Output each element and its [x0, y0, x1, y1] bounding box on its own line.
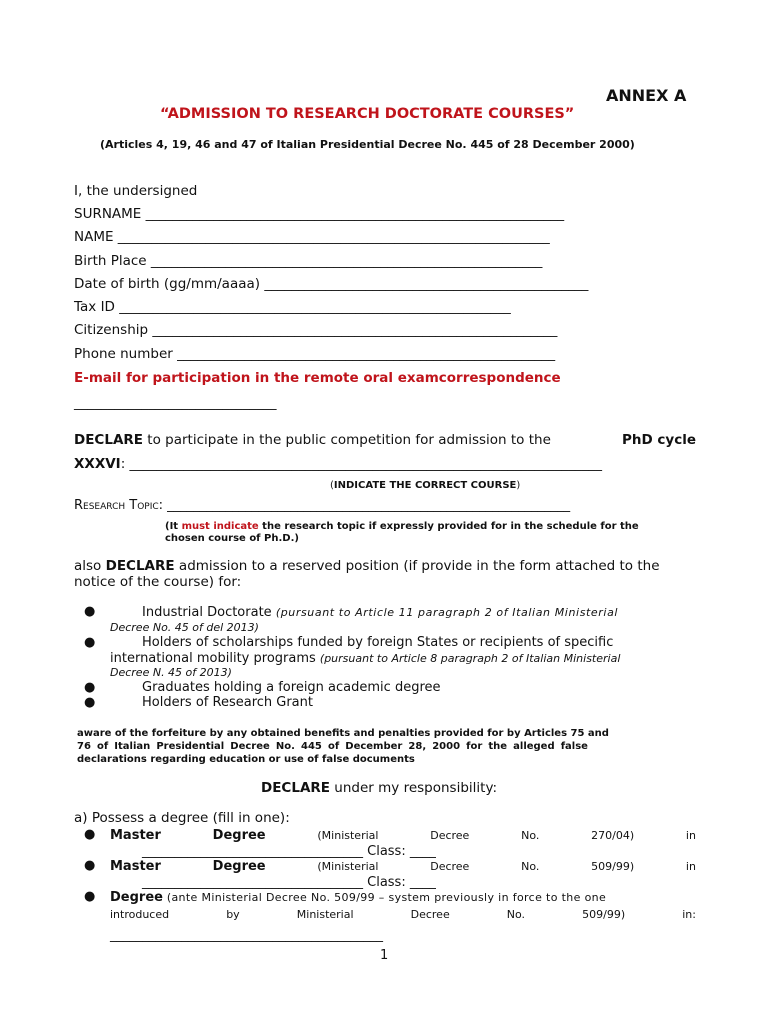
research-topic-line[interactable] [74, 498, 570, 513]
declare-participation [74, 432, 696, 448]
aware-line1 [77, 728, 696, 739]
email-field[interactable]: ______________________________ [74, 395, 277, 411]
declare-word-3: DECLARE [261, 780, 331, 796]
paren-open: ( [330, 480, 334, 491]
intro-text: I, the undersigned [74, 183, 198, 199]
degree-word: 270/04) [591, 829, 635, 842]
declare-responsibility [261, 780, 497, 796]
degree-word: Decree [410, 908, 450, 921]
reserved-item-label: Industrial Doctorate [142, 605, 276, 620]
reserved-item-label: Holders of scholarships funded by foreign States or recipients of specific [142, 635, 614, 650]
reserved-item-label-2: international mobility programs [110, 651, 320, 666]
degree-word: Degree [212, 859, 266, 874]
name-field[interactable]: NAME ________________________________________________________________ [74, 229, 550, 245]
aware-line2: 76 of Italian Presidential Decree No. 445 of December 28, 2000 for the alleged false [77, 741, 588, 752]
email-label: E-mail for participation in the remote oral examcorrespondence [74, 370, 561, 386]
reserved-item-foreign-degree[interactable]: Graduates holding a foreign academic degree [142, 680, 441, 695]
degree-word: Ministerial [296, 908, 354, 921]
also-text: also [74, 558, 106, 574]
degree-word: 509/99) [582, 908, 626, 921]
degree-word: No. [521, 829, 540, 842]
research-topic-label: Research Topic: [74, 498, 164, 513]
declare-responsibility-text: under my responsibility: [330, 780, 497, 796]
research-topic-note-line2: chosen course of Ph.D.) [165, 533, 299, 544]
reserved-item-note-line2: Decree N. 45 of 2013) [110, 666, 232, 679]
reserved-declare-line1 [74, 558, 696, 574]
degree-master-270-field[interactable]: __________________________________ Class: ____ [142, 844, 436, 859]
tax-id-field[interactable]: Tax ID __________________________________________________________ [74, 299, 511, 315]
birth-date-field[interactable]: Date of birth (gg/mm/aaaa) ________________________________________________ [74, 276, 589, 292]
degree-word: No. [506, 908, 526, 921]
research-topic-note [165, 521, 696, 532]
aware-line3: declarations regarding education or use of false documents [77, 754, 415, 765]
aware-text-1: aware of the forfeiture by any obtained benefits and penalties provided for by Articles 75 and [77, 728, 609, 739]
degree-master-509-field[interactable]: __________________________________ Class: ____ [142, 875, 436, 890]
course-field[interactable]: : ______________________________________________________________________ [120, 456, 603, 472]
reserved-text: admission to a reserved position (if provide in the form attached to the [174, 558, 660, 574]
cycle-line[interactable] [74, 456, 602, 472]
bullet-icon: ● [84, 635, 96, 650]
degree-master-270[interactable] [110, 828, 696, 843]
degree-word: Master [110, 859, 161, 874]
indicate-course-note [330, 480, 520, 491]
degree-word: by [226, 908, 240, 921]
degree-word: introduced [110, 908, 170, 921]
document-subtitle: (Articles 4, 19, 46 and 47 of Italian Presidential Decree No. 445 of 28 December 2000) [100, 138, 635, 151]
degree-word: Degree [212, 828, 266, 843]
degree-word: in: [682, 908, 696, 921]
degree-word: in [685, 829, 696, 842]
degree-word: Master [110, 828, 161, 843]
indicate-course-text: INDICATE THE CORRECT COURSE [333, 480, 517, 491]
bullet-icon: ● [84, 827, 96, 842]
degree-word: Degree [110, 890, 163, 905]
phd-cycle-label: PhD cycle [622, 432, 696, 448]
degree-old-text: (ante Ministerial Decree No. 509/99 – system previously in force to the one [162, 891, 607, 904]
birth-place-field[interactable]: Birth Place __________________________________________________________ [74, 253, 543, 269]
degree-old-line2 [110, 908, 696, 921]
reserved-item-research-grant[interactable]: Holders of Research Grant [142, 695, 313, 710]
note-must-indicate: must indicate [181, 521, 259, 532]
bullet-icon: ● [84, 858, 96, 873]
degree-word: No. [521, 860, 540, 873]
note-rest: the research topic if expressly provided for in the schedule for the [258, 521, 639, 532]
degree-word: Decree [430, 829, 470, 842]
document-title: “ADMISSION TO RESEARCH DOCTORATE COURSES” [160, 106, 575, 122]
bullet-icon: ● [84, 695, 96, 710]
degree-intro: a) Possess a degree (fill in one): [74, 810, 290, 826]
cycle-number: XXXVI [74, 456, 121, 472]
bullet-icon: ● [84, 889, 96, 904]
degree-word: 509/99) [591, 860, 635, 873]
degree-word: (Ministerial [317, 829, 379, 842]
reserved-item-scholarship[interactable] [142, 635, 696, 650]
paren-close: ) [516, 480, 521, 491]
degree-word: in [685, 860, 696, 873]
annex-label: ANNEX A [606, 86, 687, 105]
reserved-item-note: (pursuant to Article 11 paragraph 2 of Italian Ministerial [275, 606, 619, 619]
degree-word: (Ministerial [317, 860, 379, 873]
page-number: 1 [380, 948, 389, 963]
surname-field[interactable]: SURNAME ______________________________________________________________ [74, 206, 565, 222]
bullet-icon: ● [84, 680, 96, 695]
degree-word: Decree [430, 860, 470, 873]
degree-master-509[interactable] [110, 859, 696, 874]
citizenship-field[interactable]: Citizenship ____________________________________________________________ [74, 322, 558, 338]
reserved-item-industrial[interactable] [142, 605, 696, 620]
reserved-item-scholarship-line2 [110, 651, 620, 666]
bullet-icon: ● [84, 604, 96, 619]
reserved-item-note: (pursuant to Article 8 paragraph 2 of Italian Ministerial [319, 652, 621, 665]
declare-text: to participate in the public competition for admission to the [143, 432, 551, 448]
phone-field[interactable]: Phone number ________________________________________________________ [74, 346, 556, 362]
note-open: (It [165, 521, 182, 532]
degree-old-field[interactable]: __________________________________________ [110, 928, 383, 943]
degree-old-system[interactable] [110, 890, 696, 905]
reserved-item-note-line2: Decree No. 45 of del 2013) [110, 621, 259, 634]
declare-word-2: DECLARE [105, 558, 175, 574]
declare-word: DECLARE [74, 432, 144, 448]
research-topic-field[interactable]: ______________________________________________________________ [163, 498, 571, 513]
reserved-declare-line2: notice of the course) for: [74, 574, 242, 590]
